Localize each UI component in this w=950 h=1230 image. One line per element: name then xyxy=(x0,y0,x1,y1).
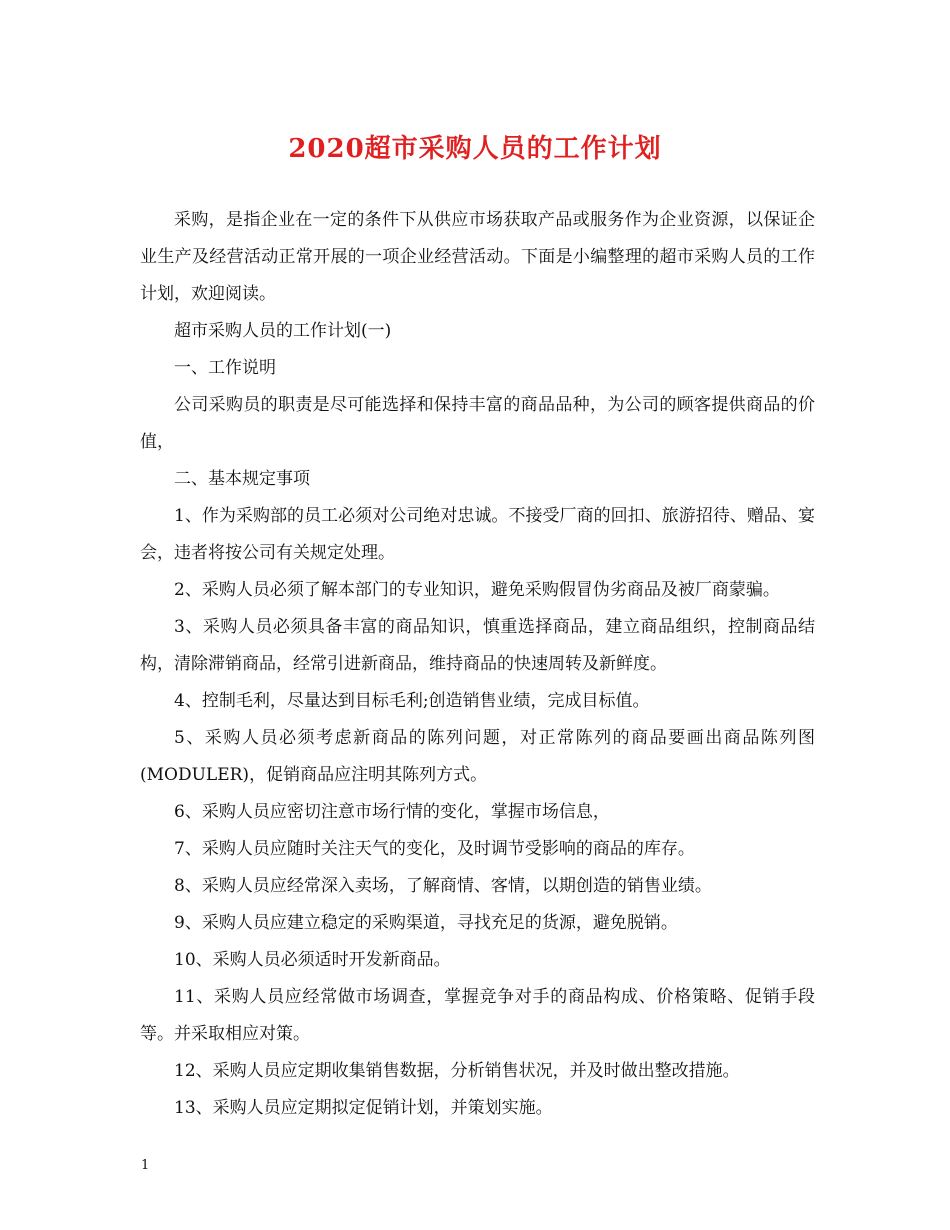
paragraph-intro: 采购，是指企业在一定的条件下从供应市场获取产品或服务作为企业资源，以保证企业生产及经营活动正常开展的一项企业经营活动。下面是小编整理的超市采购人员的工作计划，欢迎阅读。 xyxy=(140,210,815,304)
paragraph-rule-12: 12、采购人员应定期收集销售数据，分析销售状况，并及时做出整改措施。 xyxy=(174,1061,740,1081)
paragraph-rule-1: 1、作为采购部的员工必须对公司绝对忠诚。不接受厂商的回扣、旅游招待、赠品、宴会，违者将按公司有关规定处理。 xyxy=(140,506,815,563)
paragraph-rule-13: 13、采购人员应定期拟定促销计划，并策划实施。 xyxy=(174,1098,553,1118)
paragraph-rule-8: 8、采购人员应经常深入卖场，了解商情、客情，以期创造的销售业绩。 xyxy=(174,876,712,896)
paragraph-section-one-text: 公司采购员的职责是尽可能选择和保持丰富的商品品种，为公司的顾客提供商品的价值， xyxy=(140,395,815,452)
paragraph-section-two-heading: 二、基本规定事项 xyxy=(174,469,310,489)
paragraph-rule-4: 4、控制毛利，尽量达到目标毛利;创造销售业绩，完成目标值。 xyxy=(174,691,650,711)
page-number: 1 xyxy=(141,1158,150,1173)
paragraph-rule-7: 7、采购人员应随时关注天气的变化，及时调节受影响的商品的库存。 xyxy=(174,839,695,859)
document-body xyxy=(140,202,815,1127)
paragraph-rule-6: 6、采购人员应密切注意市场行情的变化，掌握市场信息， xyxy=(174,802,610,822)
paragraph-rule-10: 10、采购人员必须适时开发新商品。 xyxy=(174,950,451,970)
paragraph-plan-heading: 超市采购人员的工作计划(一) xyxy=(174,321,392,341)
paragraph-rule-5: 5、采购人员必须考虑新商品的陈列问题，对正常陈列的商品要画出商品陈列图(MODULER)，促销商品应注明其陈列方式。 xyxy=(140,728,815,785)
paragraph-section-one-heading: 一、工作说明 xyxy=(174,358,276,378)
paragraph-rule-3: 3、采购人员必须具备丰富的商品知识，慎重选择商品，建立商品组织，控制商品结构，清除滞销商品，经常引进新商品，维持商品的快速周转及新鲜度。 xyxy=(140,617,815,674)
document-title: 2020超市采购人员的工作计划 xyxy=(288,134,662,164)
paragraph-rule-11: 11、采购人员应经常做市场调查，掌握竞争对手的商品构成、价格策略、促销手段等。并采取相应对策。 xyxy=(140,987,815,1044)
paragraph-rule-9: 9、采购人员应建立稳定的采购渠道，寻找充足的货源，避免脱销。 xyxy=(174,913,678,933)
paragraph-rule-2: 2、采购人员必须了解本部门的专业知识，避免采购假冒伪劣商品及被厂商蒙骗。 xyxy=(174,580,780,600)
